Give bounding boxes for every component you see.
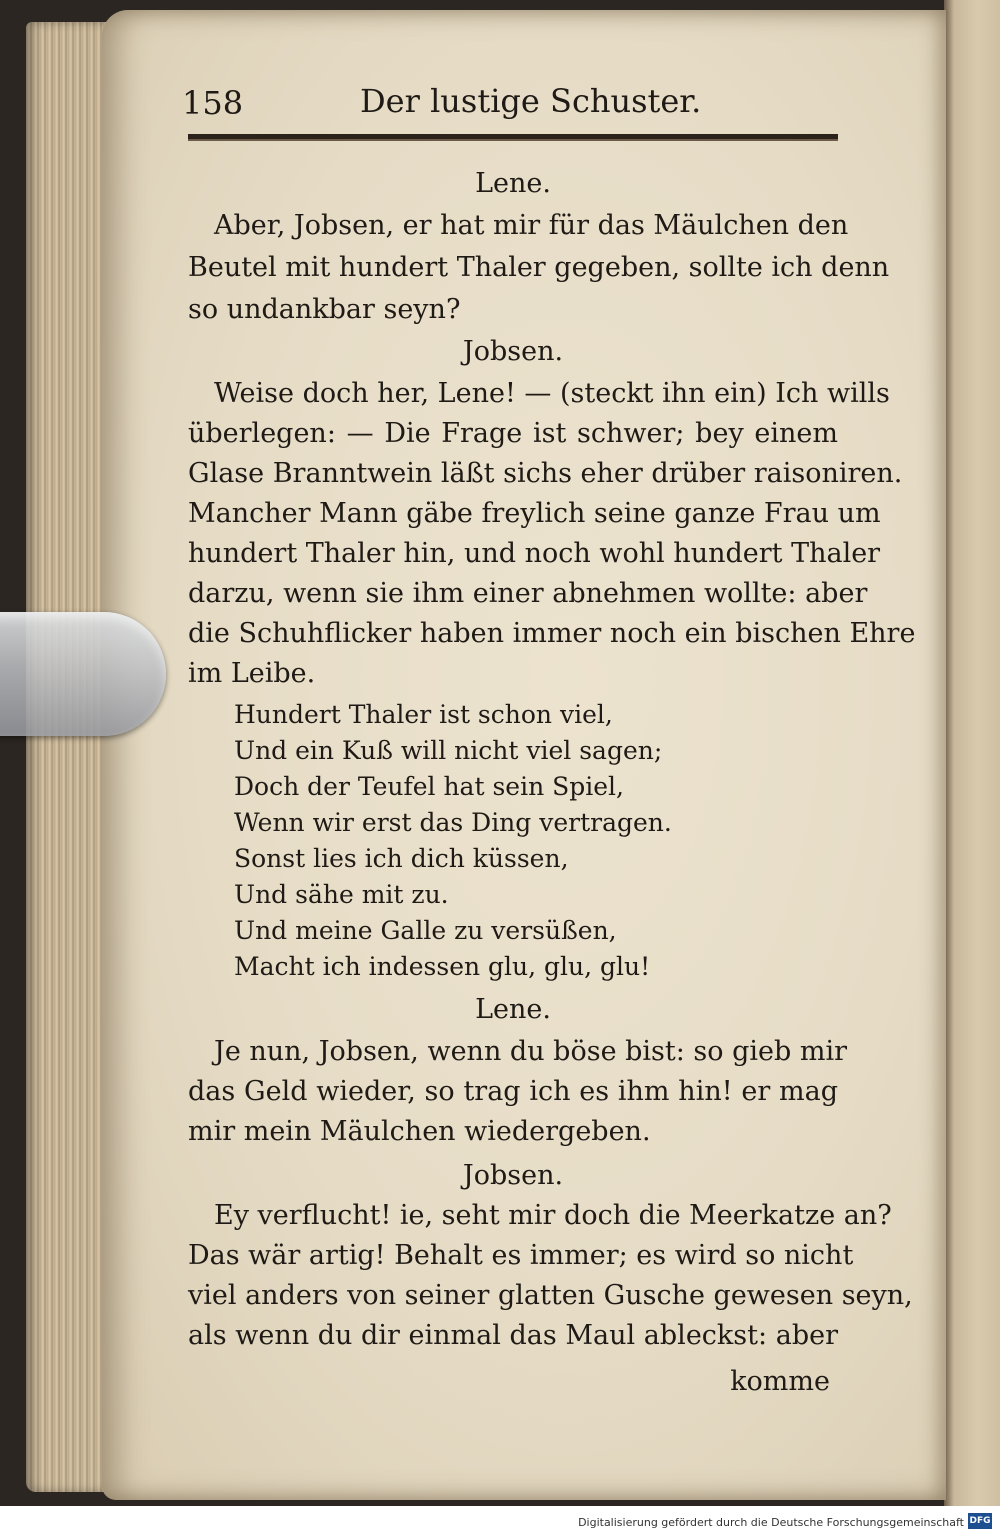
text-line: das Geld wieder, so trag ich es ihm hin! er mag [188,1076,838,1107]
text-line: als wenn du dir einmal das Maul ableckst: aber [188,1320,838,1351]
funding-credit: Digitalisierung gefördert durch die Deutsche Forschungsgemeinschaft [578,1516,964,1529]
glass-page-holder [0,612,166,736]
speaker-name: Lene. [475,994,551,1025]
speaker-name: Jobsen. [462,336,564,367]
verse-line: Sonst lies ich dich küssen, [234,844,569,873]
text-line: Das wär artig! Behalt es immer; es wird so nicht [188,1240,854,1271]
verse-line: Und meine Galle zu versüßen, [234,916,617,945]
verse-line: Und sähe mit zu. [234,880,449,909]
verse-line: Und ein Kuß will nicht viel sagen; [234,736,663,765]
text-line: die Schuhflicker haben immer noch ein bischen Ehre [188,618,916,649]
speaker-name: Lene. [475,168,551,199]
catchword: komme [730,1366,830,1397]
verse-line: Wenn wir erst das Ding vertragen. [234,808,672,837]
text-line: Beutel mit hundert Thaler gegeben, sollte ich denn [188,252,890,283]
text-line: im Leibe. [188,658,316,689]
text-line: Glase Branntwein läßt sichs eher drüber raisoniren. [188,458,903,489]
dfg-logo: DFG [968,1513,992,1529]
text-line: Aber, Jobsen, er hat mir für das Mäulchen den [214,210,849,241]
text-line: Ey verflucht! ie, seht mir doch die Meerkatze an? [214,1200,892,1231]
text-line: Mancher Mann gäbe freylich seine ganze Frau um [188,498,881,529]
speaker-name: Jobsen. [462,1160,564,1191]
header-rule [188,134,838,141]
verse-line: Hundert Thaler ist schon viel, [234,700,613,729]
text-line: hundert Thaler hin, und noch wohl hundert Thaler [188,538,881,569]
text-line: darzu, wenn sie ihm einer abnehmen wollte: aber [188,578,868,609]
running-title: Der lustige Schuster. [360,82,702,120]
text-line: viel anders von seiner glatten Gusche gewesen seyn, [188,1280,913,1311]
page-number: 158 [182,84,244,122]
verse-line: Doch der Teufel hat sein Spiel, [234,772,624,801]
text-line: Je nun, Jobsen, wenn du böse bist: so gieb mir [214,1036,848,1067]
text-line: überlegen: — Die Frage ist schwer; bey einem [188,418,838,449]
text-line: mir mein Mäulchen wiedergeben. [188,1116,651,1147]
text-line: so undankbar seyn? [188,294,461,325]
verse-line: Macht ich indessen glu, glu, glu! [234,952,651,981]
text-line: Weise doch her, Lene! — (steckt ihn ein) Ich wills [214,378,890,409]
facing-page-edge [944,0,1000,1506]
